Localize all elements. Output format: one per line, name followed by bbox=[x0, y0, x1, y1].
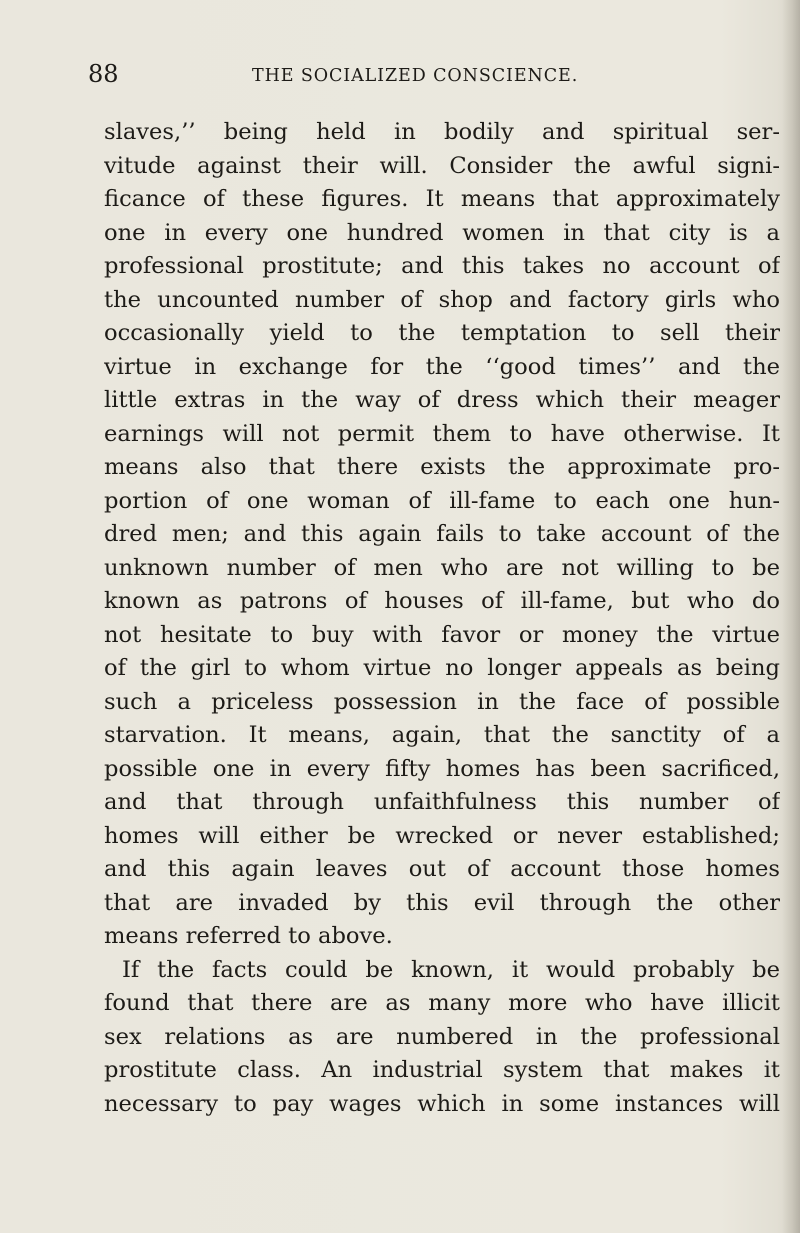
text-line: earnings will not permit them to have otherwise. It bbox=[104, 420, 780, 447]
text-line: the uncounted number of shop and factory girls who bbox=[104, 286, 780, 313]
text-line: slaves,’’ being held in bodily and spiritual ser- bbox=[104, 119, 780, 145]
text-line: that are invaded by this evil through the other bbox=[104, 889, 780, 916]
text-line: virtue in exchange for the ‘‘good times’’ and the bbox=[104, 353, 780, 380]
text-line: found that there are as many more who have illicit bbox=[104, 990, 780, 1016]
page-edge-shadow bbox=[782, 0, 800, 1233]
text-line: prostitute class. An industrial system that makes it bbox=[104, 1057, 780, 1083]
text-line: one in every one hundred women in that city is a bbox=[104, 219, 780, 246]
text-line: homes will either be wrecked or never established; bbox=[104, 822, 780, 849]
text-line: portion of one woman of ill-fame to each one hun- bbox=[104, 487, 780, 514]
paragraph-first-line: If the facts could be known, it would probably be bbox=[122, 956, 780, 983]
text-line: necessary to pay wages which in some instances will bbox=[104, 1090, 780, 1117]
text-line: unknown number of men who are not willing to be bbox=[104, 554, 780, 581]
text-line: vitude against their will. Consider the awful signi- bbox=[104, 152, 780, 179]
page-number: 88 bbox=[88, 60, 119, 88]
page-header bbox=[88, 60, 768, 100]
text-line: dred men; and this again fails to take account of the bbox=[104, 521, 780, 547]
text-line: means also that there exists the approximate pro- bbox=[104, 454, 780, 480]
text-line: possible one in every fifty homes has been sacrificed, bbox=[104, 755, 780, 782]
text-line: and that through unfaithfulness this number of bbox=[104, 789, 780, 815]
body-text bbox=[104, 116, 780, 1121]
text-line: ficance of these figures. It means that approximately bbox=[104, 186, 780, 212]
text-line: sex relations as are numbered in the professional bbox=[104, 1023, 780, 1050]
text-line: such a priceless possession in the face of possible bbox=[104, 688, 780, 715]
text-line: professional prostitute; and this takes no account of bbox=[104, 253, 780, 279]
paragraph-last-line: means referred to above. bbox=[104, 923, 393, 949]
text-line: of the girl to whom virtue no longer appeals as being bbox=[104, 655, 780, 681]
text-line: not hesitate to buy with favor or money the virtue bbox=[104, 621, 780, 648]
running-title: THE SOCIALIZED CONSCIENCE. bbox=[252, 66, 579, 86]
text-line: little extras in the way of dress which their meager bbox=[104, 387, 780, 413]
text-line: and this again leaves out of account those homes bbox=[104, 856, 780, 882]
text-line: known as patrons of houses of ill-fame, but who do bbox=[104, 588, 780, 614]
text-line: starvation. It means, again, that the sanctity of a bbox=[104, 722, 780, 748]
text-line: occasionally yield to the temptation to sell their bbox=[104, 320, 780, 346]
